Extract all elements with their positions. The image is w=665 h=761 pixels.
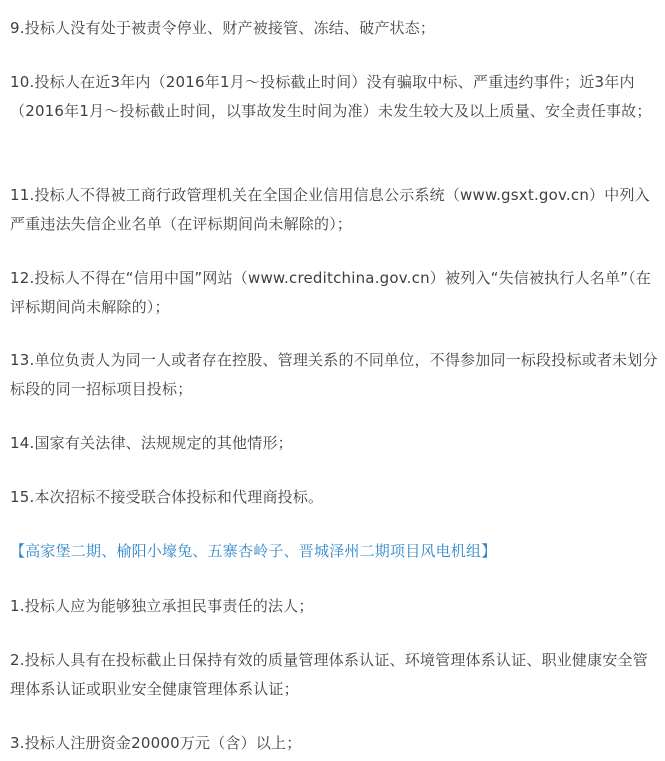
- requirement-item-3: 3.投标人注册资金20000万元（含）以上；: [10, 734, 302, 752]
- requirement-item-15: 15.本次招标不接受联合体投标和代理商投标。: [10, 488, 324, 506]
- section-heading: 【高家堡二期、榆阳小壕兔、五寨杏岭子、晋城泽州二期项目风电机组】: [10, 542, 497, 560]
- requirement-item-9: 9.投标人没有处于被责令停业、财产被接管、冻结、破产状态；: [10, 19, 436, 37]
- requirement-item-12: 12.投标人不得在“信用中国”网站（www.creditchina.gov.cn）被列入“失信被执行人名单”（在评标期间尚未解除的）；: [10, 269, 652, 316]
- requirement-item-14: 14.国家有关法律、法规规定的其他情形；: [10, 434, 293, 452]
- requirement-item-1: 1.投标人应为能够独立承担民事责任的法人；: [10, 597, 314, 615]
- requirement-item-11: 11.投标人不得被工商行政管理机关在全国企业信用信息公示系统（www.gsxt.gov.cn）中列入严重违法失信企业名单（在评标期间尚未解除的）；: [10, 186, 650, 233]
- requirement-item-10: 10.投标人在近3年内（2016年1月～投标截止时间）没有骗取中标、严重违约事件；近3年内（2016年1月～投标截止时间，以事故发生时间为准）未发生较大及以上质量、安全责任事故；: [10, 73, 652, 120]
- requirement-item-2: 2.投标人具有在投标截止日保持有效的质量管理体系认证、环境管理体系认证、职业健康安全管理体系认证或职业安全健康管理体系认证；: [10, 651, 648, 698]
- requirement-item-13: 13.单位负责人为同一人或者存在控股、管理关系的不同单位，不得参加同一标段投标或者未划分标段的同一招标项目投标；: [10, 351, 658, 398]
